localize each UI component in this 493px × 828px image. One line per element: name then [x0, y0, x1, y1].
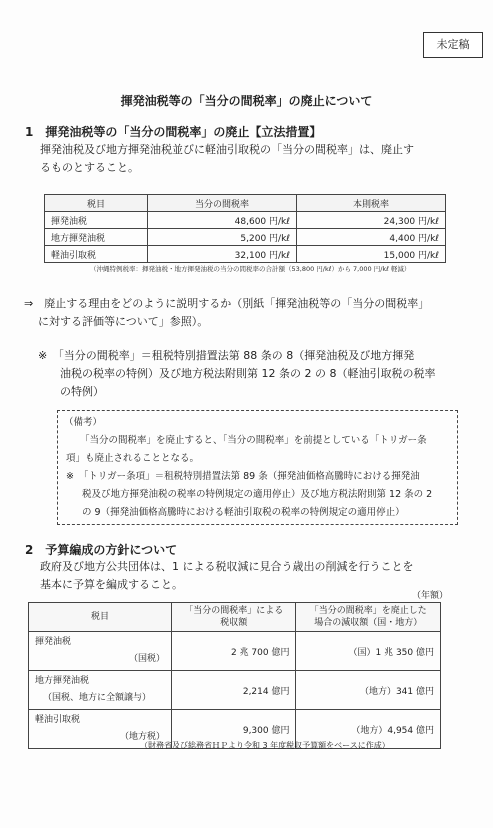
- table-cell: 24,300 円/kℓ: [297, 212, 446, 229]
- table-cell: 揮発油税: [45, 212, 148, 229]
- table-header-row: [45, 195, 446, 212]
- table-note: （沖縄特例税率：揮発油税・地方揮発油税の当分の間税率の合計額（53,800 円/kℓ）から 7,000 円/kℓ 軽減）: [90, 265, 411, 273]
- table-cell: 地方揮発油税: [45, 229, 148, 246]
- draft-badge: 未定稿: [423, 32, 483, 58]
- memo-box: [57, 410, 458, 525]
- memo-line3: ※ 「トリガー条項」＝租税特別措置法第 89 条（揮発油価格高騰時における揮発油: [66, 471, 420, 482]
- tax-name: 揮発油税: [35, 637, 72, 647]
- memo-line4: 税及び地方揮発油税の税率の特例規定の適用停止）及び地方税法附則第 12 条の 2: [82, 489, 433, 500]
- section1-body: [40, 141, 414, 177]
- reason-line2: に対する評価等について」参照）。: [38, 315, 209, 328]
- section2-body-line2: 基本に予算を編成すること。: [40, 578, 183, 591]
- table-header-row: [29, 603, 441, 632]
- table-header: 「当分の間税率」を廃止した 場合の減収額（国・地方）: [296, 603, 441, 632]
- table-cell: 48,600 円/kℓ: [148, 212, 297, 229]
- section1-body-line2: るものとすること。: [40, 161, 139, 174]
- table-cell: [29, 632, 172, 671]
- table-cell: 2 兆 700 億円: [172, 632, 296, 671]
- table-header: 当分の間税率: [148, 195, 297, 212]
- section2-heading: 2 予算編成の方針について: [25, 543, 178, 557]
- tax-category: （国税、地方に全額譲与）: [43, 693, 152, 703]
- table-cell: （国）1 兆 350 億円: [296, 632, 441, 671]
- table-row: [29, 632, 441, 671]
- section1-heading: 1 揮発油税等の「当分の間税率」の廃止【立法措置】: [25, 125, 322, 139]
- section2-body-line1: 政府及び地方公共団体は、1 による税収減に見合う歳出の削減を行うことを: [40, 560, 414, 573]
- definition-note: [38, 347, 435, 401]
- document-title: 揮発油税等の「当分の間税率」の廃止について: [120, 94, 373, 108]
- table-row: [29, 671, 441, 710]
- table-cell: 15,000 円/kℓ: [297, 246, 446, 263]
- table-cell: （地方）4,954 億円: [296, 710, 441, 749]
- table-row: [45, 246, 446, 263]
- tax-rate-table: [44, 194, 446, 263]
- table-cell: 9,300 億円: [172, 710, 296, 749]
- tax-category: （地方税）: [119, 732, 165, 742]
- revenue-table: [28, 602, 441, 749]
- table-header: 税目: [45, 195, 148, 212]
- table-header: 本則税率: [297, 195, 446, 212]
- table-header: 「当分の間税率」による 税収額: [172, 603, 296, 632]
- tax-name: 地方揮発油税: [35, 676, 90, 686]
- table-cell: 軽油引取税: [45, 246, 148, 263]
- definition-line1: ※ 「当分の間税率」＝租税特別措置法第 88 条の 8（揮発油税及び地方揮発: [38, 349, 415, 362]
- table-cell: 4,400 円/kℓ: [297, 229, 446, 246]
- memo-line5: の 9（揮発油価格高騰時における軽油引取税の税率の特例規定の適用停止）: [82, 507, 405, 518]
- table-row: [45, 229, 446, 246]
- table-cell: 32,100 円/kℓ: [148, 246, 297, 263]
- table-cell: [29, 671, 172, 710]
- memo-line1: 「当分の間税率」を廃止すると、「当分の間税率」を前提としている「トリガー条: [80, 435, 427, 446]
- section1-body-line1: 揮発油税及び地方揮発油税並びに軽油引取税の「当分の間税率」は、廃止す: [40, 143, 414, 156]
- source-note: （財務省及び総務省ＨＰより令和 3 年度税収予算額をベースに作成）: [140, 741, 390, 750]
- section2-body: [40, 558, 414, 594]
- memo-line2: 項」も廃止されることとなる。: [66, 453, 200, 464]
- memo-label: （備考）: [64, 417, 103, 428]
- reason-paragraph: [24, 295, 429, 331]
- table-row: [45, 212, 446, 229]
- unit-label: （年額）: [412, 591, 449, 601]
- table-header: 税目: [29, 603, 172, 632]
- definition-line2: 油税の税率の特例）及び地方税法附則第 12 条の 2 の 8（軽油引取税の税率: [60, 367, 436, 380]
- definition-line3: の特例）: [60, 385, 104, 398]
- reason-line1: ⇒ 廃止する理由をどのように説明するか（別紙「揮発油税等の「当分の間税率」: [24, 297, 430, 310]
- tax-name: 軽油引取税: [35, 715, 81, 725]
- table-cell: 5,200 円/kℓ: [148, 229, 297, 246]
- tax-category: （国税）: [128, 654, 165, 664]
- table-cell: 2,214 億円: [172, 671, 296, 710]
- table-cell: （地方）341 億円: [296, 671, 441, 710]
